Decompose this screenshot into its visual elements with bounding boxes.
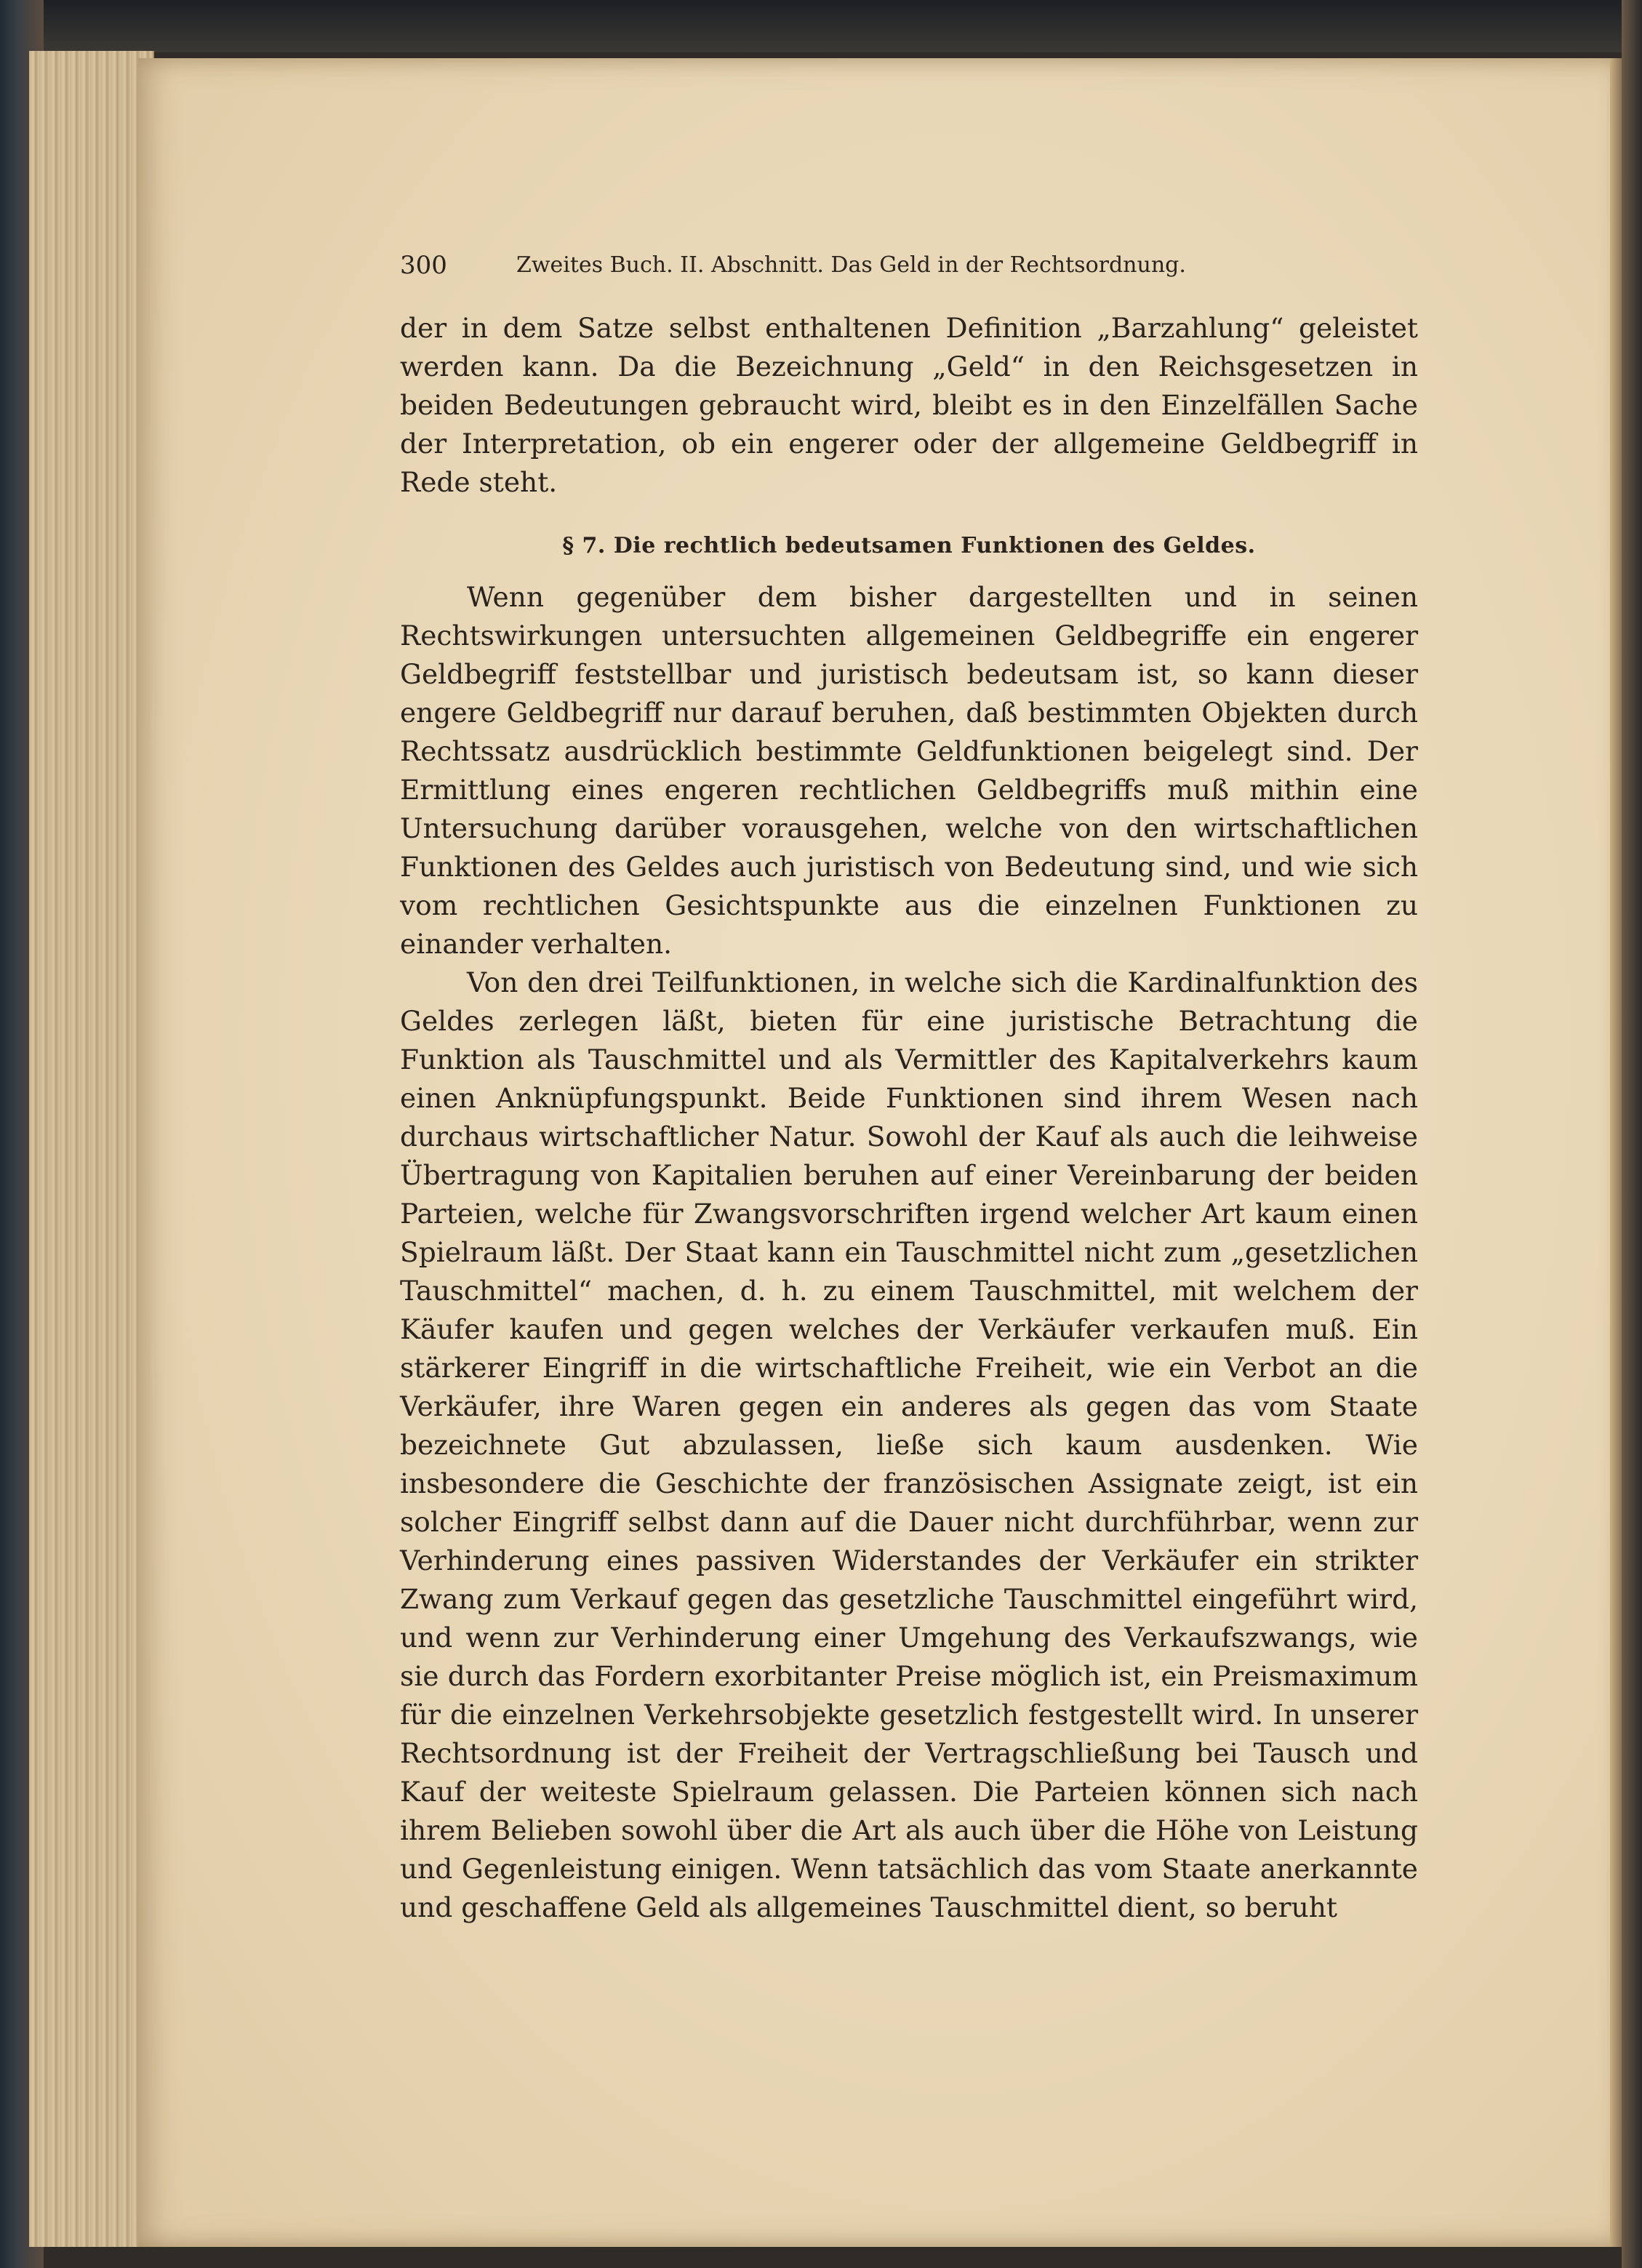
paragraph-1 xyxy=(400,578,1418,963)
book-cover-top xyxy=(0,0,1642,52)
page-right-edge xyxy=(1610,58,1622,2247)
paragraph-2 xyxy=(400,963,1418,1927)
continuation-text: der in dem Satze selbst enthaltenen Definition „Barzahlung“ geleistet werden kann. Da die Bezeichnung „Geld“ in den Reichsgesetzen in beiden Bedeutungen gebraucht wird, bleibt es in den Einzelfällen Sache der Interpretation, ob ein engerer oder der allgemeine Geldbegriff in Rede steht. xyxy=(400,312,1418,498)
paragraph-1-text: Wenn gegenüber dem bisher dargestellten und in seinen Rechtswirkungen untersuchten allgemeinen Geldbegriffe ein engerer Geldbegriff feststellbar und juristisch bedeutsam ist, so kann dieser engere Geldbegriff nur darauf beruhen, daß bestimmten Objekten durch Rechtssatz ausdrücklich bestimmte Geldfunktionen beigelegt sind. Der Ermittlung eines engeren rechtlichen Geldbegriffs muß mithin eine Untersuchung darüber vorausgehen, welche von den wirtschaftlichen Funktionen des Geldes auch juristisch von Bedeutung sind, und wie sich vom rechtlichen Gesichtspunkte aus die einzelnen Funktionen zu einander verhalten. xyxy=(400,581,1418,960)
continuation-paragraph xyxy=(400,309,1418,502)
running-head xyxy=(400,251,1418,287)
page-edges xyxy=(29,51,154,2247)
book-cover-right xyxy=(1622,0,1642,2268)
page-number: 300 xyxy=(400,251,447,280)
section-heading: § 7. Die rechtlich bedeutsamen Funktionen des Geldes. xyxy=(562,533,1256,558)
running-title: Zweites Buch. II. Abschnitt. Das Geld in der Rechtsordnung. xyxy=(516,252,1186,278)
paragraph-2-text: Von den drei Teilfunktionen, in welche sich die Kardinalfunktion des Geldes zerlegen läßt, bieten für eine juristische Betrachtung die Funktion als Tauschmittel und als Vermittler des Kapitalverkehrs kaum einen Anknüpfungspunkt. Beide Funktionen sind ihrem Wesen nach durchaus wirtschaftlicher Natur. Sowohl der Kauf als auch die leihweise Übertragung von Kapitalien beruhen auf einer Vereinbarung der beiden Parteien, welche für Zwangsvorschriften irgend welcher Art kaum einen Spielraum läßt. Der Staat kann ein Tauschmittel nicht zum „gesetzlichen Tauschmittel“ machen, d. h. zu einem Tauschmittel, mit welchem der Käufer kaufen und gegen welches der Verkäufer verkaufen muß. Ein stärkerer Eingriff in die wirtschaftliche Freiheit, wie ein Verbot an die Verkäufer, ihre Waren gegen ein anderes als gegen das vom Staate bezeichnete Gut abzulassen, ließe sich kaum ausdenken. Wie insbesondere die Geschichte der französischen Assignate zeigt, ist ein solcher Eingriff selbst dann auf die Dauer nicht durchführbar, wenn zur Verhinderung eines passiven Widerstandes der Verkäufer ein strikter Zwang zum Verkauf gegen das gesetzliche Tauschmittel eingeführt wird, und wenn zur Verhinderung einer Umgehung des Verkaufszwangs, wie sie durch das Fordern exorbitanter Preise möglich ist, ein Preismaximum für die einzelnen Verkehrsobjekte gesetzlich festgestellt wird. In unserer Rechtsordnung ist der Freiheit der Vertragschließung bei Tausch und Kauf der weiteste Spielraum gelassen. Die Parteien können sich nach ihrem Belieben sowohl über die Art als auch über die Höhe von Leistung und Gegenleistung einigen. Wenn tatsächlich das vom Staate anerkannte und geschaffene Geld als allgemeines Tauschmittel dient, so beruht xyxy=(400,966,1418,1923)
